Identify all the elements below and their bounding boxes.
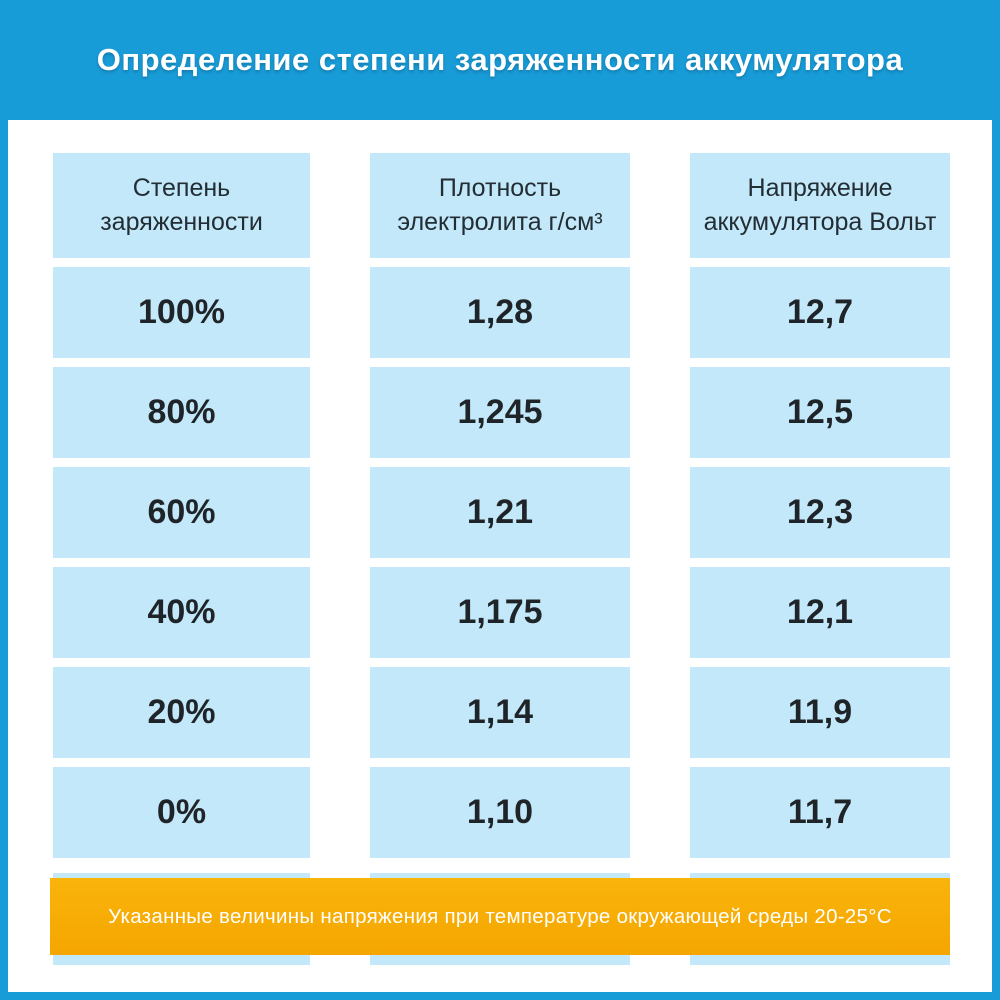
cell-voltage-row5: 11,7: [690, 767, 950, 858]
cell-charge-row3: 40%: [53, 567, 310, 658]
column-electrolyte-density: [370, 153, 630, 965]
cell-voltage-row2: 12,3: [690, 467, 950, 558]
column-battery-voltage: [690, 153, 950, 965]
cell-charge-row5: 0%: [53, 767, 310, 858]
cell-charge-row1: 80%: [53, 367, 310, 458]
cell-density-row1: 1,245: [370, 367, 630, 458]
cell-density-row2: 1,21: [370, 467, 630, 558]
cell-density-row5: 1,10: [370, 767, 630, 858]
cell-voltage-row0: 12,7: [690, 267, 950, 358]
column-header-charge: Степень заряженности: [53, 153, 310, 258]
cell-charge-row0: 100%: [53, 267, 310, 358]
cell-density-row4: 1,14: [370, 667, 630, 758]
cell-density-row0: 1,28: [370, 267, 630, 358]
cell-charge-row2: 60%: [53, 467, 310, 558]
cell-density-row3: 1,175: [370, 567, 630, 658]
cell-charge-row4: 20%: [53, 667, 310, 758]
cell-voltage-row3: 12,1: [690, 567, 950, 658]
footnote-text: Указанные величины напряжения при температуре окружающей среды 20-25°С: [108, 904, 892, 928]
column-charge-level: [53, 153, 310, 965]
cell-voltage-row1: 12,5: [690, 367, 950, 458]
page-title: Определение степени заряженности аккумулятора: [96, 42, 904, 77]
title-bar: [0, 0, 1000, 120]
column-header-density: Плотность электролита г/см³: [370, 153, 630, 258]
cell-voltage-row4: 11,9: [690, 667, 950, 758]
footnote-banner: [50, 878, 950, 955]
column-header-voltage: Напряжение аккумулятора Вольт: [690, 153, 950, 258]
